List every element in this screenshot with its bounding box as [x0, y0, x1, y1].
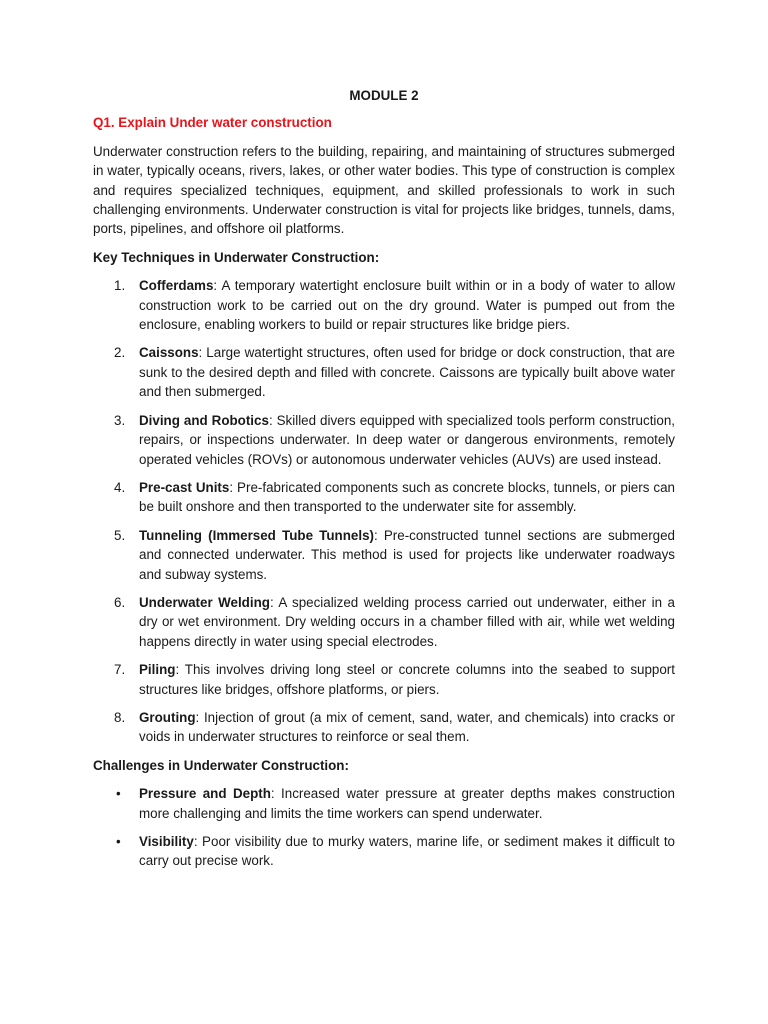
technique-text: : Pre-fabricated components such as concrete blocks, tunnels, or piers can be built onshore and then transported to the underwater site for assembly.	[139, 479, 675, 515]
bullet-icon: •	[116, 834, 121, 849]
item-number: 8.	[114, 709, 126, 725]
technique-term: Tunneling (Immersed Tube Tunnels)	[139, 527, 374, 543]
technique-item	[93, 593, 675, 651]
technique-item	[93, 478, 675, 517]
technique-term: Underwater Welding	[139, 594, 270, 610]
challenge-item	[93, 784, 675, 823]
item-number: 1.	[114, 278, 126, 294]
challenge-text: : Increased water pressure at greater depths makes construction more challenging and limits the time workers can spend underwater.	[139, 786, 675, 821]
challenges-list	[93, 784, 675, 871]
technique-text: : Large watertight structures, often used for bridge or dock construction, that are sunk to the desired depth and filled with concrete. Caissons are typically built above water and then submerged.	[139, 345, 675, 400]
technique-term: Pre-cast Units	[139, 479, 230, 495]
item-number: 6.	[114, 594, 126, 610]
technique-item	[93, 708, 675, 747]
question-heading: Q1. Explain Under water construction	[93, 115, 332, 131]
challenge-term: Visibility	[139, 834, 194, 849]
technique-term: Grouting	[139, 709, 196, 725]
technique-item	[93, 660, 675, 699]
challenge-term: Pressure and Depth	[139, 786, 271, 802]
technique-item	[93, 276, 675, 334]
technique-text: : Injection of grout (a mix of cement, sand, water, and chemicals) into cracks or voids in underwater structures to reinforce or seal them.	[139, 709, 675, 745]
challenge-item	[93, 832, 675, 871]
module-title: MODULE 2	[349, 88, 419, 103]
techniques-heading: Key Techniques in Underwater Construction:	[93, 249, 380, 265]
intro-paragraph: Underwater construction refers to the building, repairing, and maintaining of structures submerged in water, typically oceans, rivers, lakes, or other water bodies. This type of construction is complex and requires specialized techniques, equipment, and skilled professionals to work in such challenging environments. Underwater construction is vital for projects like bridges, tunnels, dams, ports, pipelines, and offshore oil platforms.	[93, 143, 675, 237]
bullet-icon: •	[116, 786, 121, 802]
technique-item	[93, 343, 675, 401]
technique-text: : Skilled divers equipped with specialized tools perform construction, repairs, or inspections underwater. In deep water or dangerous environments, remotely operated vehicles (ROVs) or autonomous underwater vehicles (AUVs) are used instead.	[139, 412, 676, 467]
technique-text: : A temporary watertight enclosure built within or in a body of water to allow construction work to be carried out on the dry ground. Water is pumped out from the enclosure, enabling workers to build or repair structures like bridge piers.	[139, 278, 675, 333]
item-number: 4.	[114, 479, 126, 495]
item-number: 7.	[114, 662, 126, 678]
item-number: 3.	[114, 412, 126, 428]
item-number: 5.	[114, 527, 126, 543]
technique-term: Caissons	[139, 345, 199, 361]
challenges-heading: Challenges in Underwater Construction:	[93, 757, 349, 773]
technique-item	[93, 526, 675, 584]
item-number: 2.	[114, 345, 126, 361]
technique-item	[93, 411, 675, 469]
technique-text: : This involves driving long steel or concrete columns into the seabed to support structures like bridges, offshore platforms, or piers.	[139, 662, 675, 697]
challenge-text: : Poor visibility due to murky waters, marine life, or sediment makes it difficult to carry out precise work.	[139, 834, 675, 869]
technique-term: Piling	[139, 662, 176, 678]
technique-text: : Pre-constructed tunnel sections are submerged and connected underwater. This method is used for projects like underwater roadways and subway systems.	[139, 527, 675, 582]
technique-text: : A specialized welding process carried out underwater, either in a dry or wet environment. Dry welding occurs in a chamber filled with air, while wet welding happens directly in water using special electrodes.	[139, 594, 675, 649]
techniques-list	[93, 276, 675, 747]
technique-term: Diving and Robotics	[139, 412, 269, 428]
technique-term: Cofferdams	[139, 278, 214, 294]
